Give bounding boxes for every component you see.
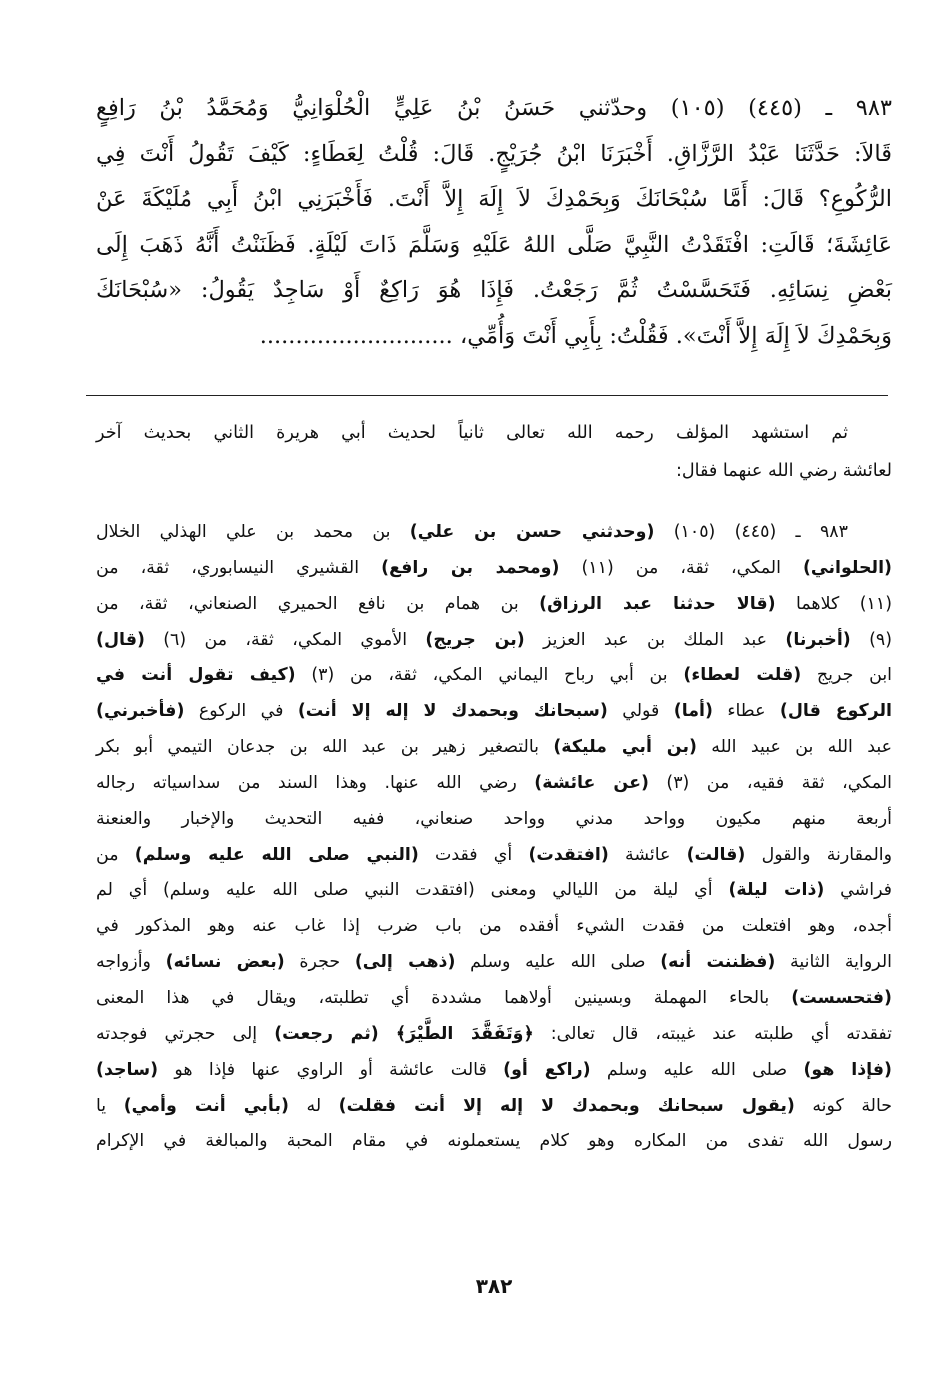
bold-quote: (قالا حدثنا عبد الرزاق) — [539, 593, 776, 614]
text-run: له — [288, 1095, 339, 1116]
commentary-line — [96, 658, 892, 694]
commentary-line — [96, 838, 892, 874]
commentary-line — [96, 1124, 892, 1160]
bold-quote: (افتقدت) — [528, 844, 609, 865]
text-run: (٩) — [850, 629, 892, 650]
text-run — [379, 1024, 396, 1044]
text-run: (١١) كلاهما — [775, 593, 892, 614]
hadith-line: عَائِشَةَ؛ قَالَتِ: افْتَقَدْتُ النَّبِيَّ صَلَّى اللهُ عَلَيْهِ وَسَلَّمَ ذَاتَ لَيْلَةٍ. فَظَنَنْتُ أَنَّهُ ذَهَبَ إِلَى — [96, 231, 892, 258]
bold-quote: (كيف تقول أنت في — [96, 665, 296, 686]
text-run: ٩٨٣ ـ (٤٤٥) (١٠٥) — [654, 522, 848, 542]
bold-quote: (أخبرنا) — [785, 629, 851, 650]
bold-quote: الركوع قال) — [779, 701, 892, 722]
text-run: بن محمد بن علي الهذلي الخلال — [96, 522, 410, 542]
hadith-line: ٩٨٣ ـ (٤٤٥) (١٠٥) وحدّثني حَسَنُ بْنُ عَلِيٍّ الْحُلْوَانِيُّ وَمُحَمَّدُ بْنُ رَافِعٍ — [96, 95, 892, 121]
bold-quote: (يقول سبحانك وبحمدك لا إله إلا أنت فقلت) — [338, 1095, 795, 1116]
hadith-line: وَبِحَمْدِكَ لاَ إِلَهَ إِلاَّ أَنْتَ». فَقُلْتُ: بِأَبِي أَنْتَ وَأُمِّي، ........................... — [259, 322, 892, 349]
bold-quote: (فأخبرني) — [96, 701, 185, 722]
text-run: والمقارنة والقول — [745, 844, 892, 865]
commentary-paragraph — [96, 515, 892, 1160]
bold-quote: (ذات ليلة) — [728, 880, 825, 901]
commentary-line — [96, 623, 892, 659]
text-run: تفقدته أي طلبته عند غيبته، قال تعالى: — [533, 1023, 893, 1044]
text-run: عطاء — [712, 701, 780, 722]
bold-quote: (النبي صلى الله عليه وسلم) — [134, 844, 419, 865]
commentary-line — [96, 1089, 892, 1125]
text-run: عبد الله بن عبيد الله — [696, 737, 892, 758]
text-run: بالحاء المهملة وبسينين أولاهما مشددة أي تطلبته، ويقال في هذا المعنى — [96, 987, 792, 1008]
bold-quote: (بعض نسائه) — [165, 952, 285, 973]
page-number: ٣٨٢ — [475, 1274, 513, 1298]
text-run: أجده، وهو افتعلت من فقدت الشيء أفقده من باب ضرب إذا غاب عنه وهو المذكور في — [96, 916, 892, 937]
text-run: ابن جريج — [801, 665, 892, 686]
text-run: رضي الله عنها. وهذا السند من سداسياته رجاله — [96, 772, 535, 793]
bold-quote: (قالت) — [686, 844, 746, 865]
bold-quote: (ومحمد بن رافع) — [381, 557, 560, 578]
bold-quote: (قلت لعطاء) — [683, 665, 802, 686]
commentary-line — [96, 515, 892, 551]
text-run: في الركوع — [184, 701, 298, 722]
text-run: المكي، ثقة، من (١١) — [559, 557, 803, 578]
text-run: أي فقدت — [418, 844, 529, 865]
bold-quote: (الحلواني) — [802, 557, 892, 578]
commentary-line — [96, 730, 892, 766]
intro-line: ثم استشهد المؤلف رحمه الله تعالى ثانياً لحديث أبي هريرة الثاني بحديث آخر — [96, 423, 848, 443]
hadith-line: الرُّكُوعِ؟ قَالَ: أَمَّا سُبْحَانَكَ وَبِحَمْدِكَ لاَ إِلَهَ إِلاَّ أَنْتَ. فَأَخْبَرَنِي ابْنُ أَبِي مُلَيْكَةَ عَنْ — [96, 186, 892, 212]
bold-quote: (ثم رجعت) — [274, 1023, 379, 1044]
text-run: أربعة منهم مكيون وواحد مدني وواحد صنعاني، ففيه التحديث والإخبار والعنعنة — [96, 808, 892, 829]
bold-quote: (بن جريج) — [425, 629, 525, 650]
bold-quote: (بأبي أنت وأمي) — [123, 1095, 289, 1116]
bold-quote: (فإذا هو) — [803, 1059, 892, 1080]
bold-quote: (وحدثني حسن بن علي) — [409, 522, 655, 542]
bold-quote: (سبحانك وبحمدك لا إله إلا أنت) — [297, 701, 608, 722]
text-run: الأموي المكي، ثقة، من (٦) — [144, 629, 426, 650]
text-run: حالة كونه — [794, 1095, 892, 1116]
text-run: صلى الله عليه وسلم — [455, 952, 661, 973]
commentary-line — [96, 766, 892, 802]
text-run: عبد الملك بن عبد العزيز — [524, 629, 786, 650]
text-run: بالتصغير زهير بن عبد الله بن جدعان التيمي أبو بكر — [96, 737, 554, 758]
intro-line: لعائشة رضي الله عنهما فقال: — [675, 461, 892, 481]
bold-quote: (بن أبي مليكة) — [553, 737, 697, 758]
text-run: القشيري النيسابوري، ثقة، من — [96, 557, 382, 578]
commentary-line — [96, 909, 892, 945]
bold-quote: (راكع أو) — [503, 1059, 591, 1080]
text-run: بن همام بن نافع الحميري الصنعاني، ثقة، من — [96, 593, 540, 614]
bold-quote: ﴿وَتَفَقَّدَ الطَّيْرَ﴾ — [395, 1023, 534, 1044]
text-run: الرواية الثانية — [775, 952, 892, 973]
bold-quote: (ذهب إلى) — [354, 952, 456, 973]
commentary-line — [96, 1053, 892, 1089]
commentary-line — [96, 802, 892, 838]
intro-paragraph — [96, 414, 892, 490]
text-run: وأزواجه — [96, 952, 166, 973]
text-run: المكي، ثقة فقيه، من (٣) — [648, 772, 892, 793]
commentary-line — [96, 551, 892, 587]
hadith-line: بَعْضِ نِسَائِهِ. فَتَحَسَّسْتُ ثُمَّ رَجَعْتُ. فَإِذَا هُوَ رَاكِعٌ أَوْ سَاجِدٌ يَقُولُ: «سُبْحَانَكَ — [96, 277, 892, 303]
text-run: بن أبي رباح اليماني المكي، ثقة، من (٣) — [295, 665, 684, 686]
text-run: حجرة — [284, 952, 355, 973]
commentary-line — [96, 981, 892, 1017]
text-run: رسول الله تفدى من المكاره وهو كلام يستعملونه في مقام المحبة والمبالغة في الإكرام — [96, 1131, 892, 1152]
commentary-line — [96, 873, 892, 909]
section-divider — [86, 395, 888, 396]
bold-quote: (قال) — [96, 629, 145, 650]
hadith-text — [96, 86, 892, 359]
commentary-line — [96, 1017, 892, 1053]
text-run: من — [96, 844, 135, 865]
text-run: يا — [96, 1095, 124, 1116]
commentary-line — [96, 587, 892, 623]
text-run: عائشة — [608, 844, 687, 865]
bold-quote: (ساجد) — [96, 1059, 159, 1080]
bold-quote: (أما) — [673, 701, 713, 722]
bold-quote: (فتحسست) — [791, 987, 892, 1008]
commentary-line — [96, 694, 892, 730]
book-page — [96, 0, 892, 1381]
text-run: فراشي — [824, 880, 892, 901]
text-run: قولي — [607, 701, 674, 722]
hadith-line: قَالاَ: حَدَّثَنَا عَبْدُ الرَّزَّاقِ. أَخْبَرَنَا ابْنُ جُرَيْجٍ. قَالَ: قُلْتُ لِعَطَاءٍ: كَيْفَ تَقُولُ أَنْتَ فِي — [96, 140, 892, 167]
bold-quote: (فظننت أنه) — [660, 952, 776, 973]
text-run: قالت عائشة أو الراوي عنها فإذا هو — [158, 1059, 504, 1080]
bold-quote: (عن عائشة) — [534, 772, 649, 793]
text-run: صلى الله عليه وسلم — [590, 1059, 804, 1080]
text-run: أي ليلة من الليالي ومعنى (افتقدت النبي صلى الله عليه وسلم) أي لم — [96, 880, 729, 901]
text-run: إلى حجرتي فوجدته — [96, 1023, 275, 1044]
commentary-line — [96, 945, 892, 981]
